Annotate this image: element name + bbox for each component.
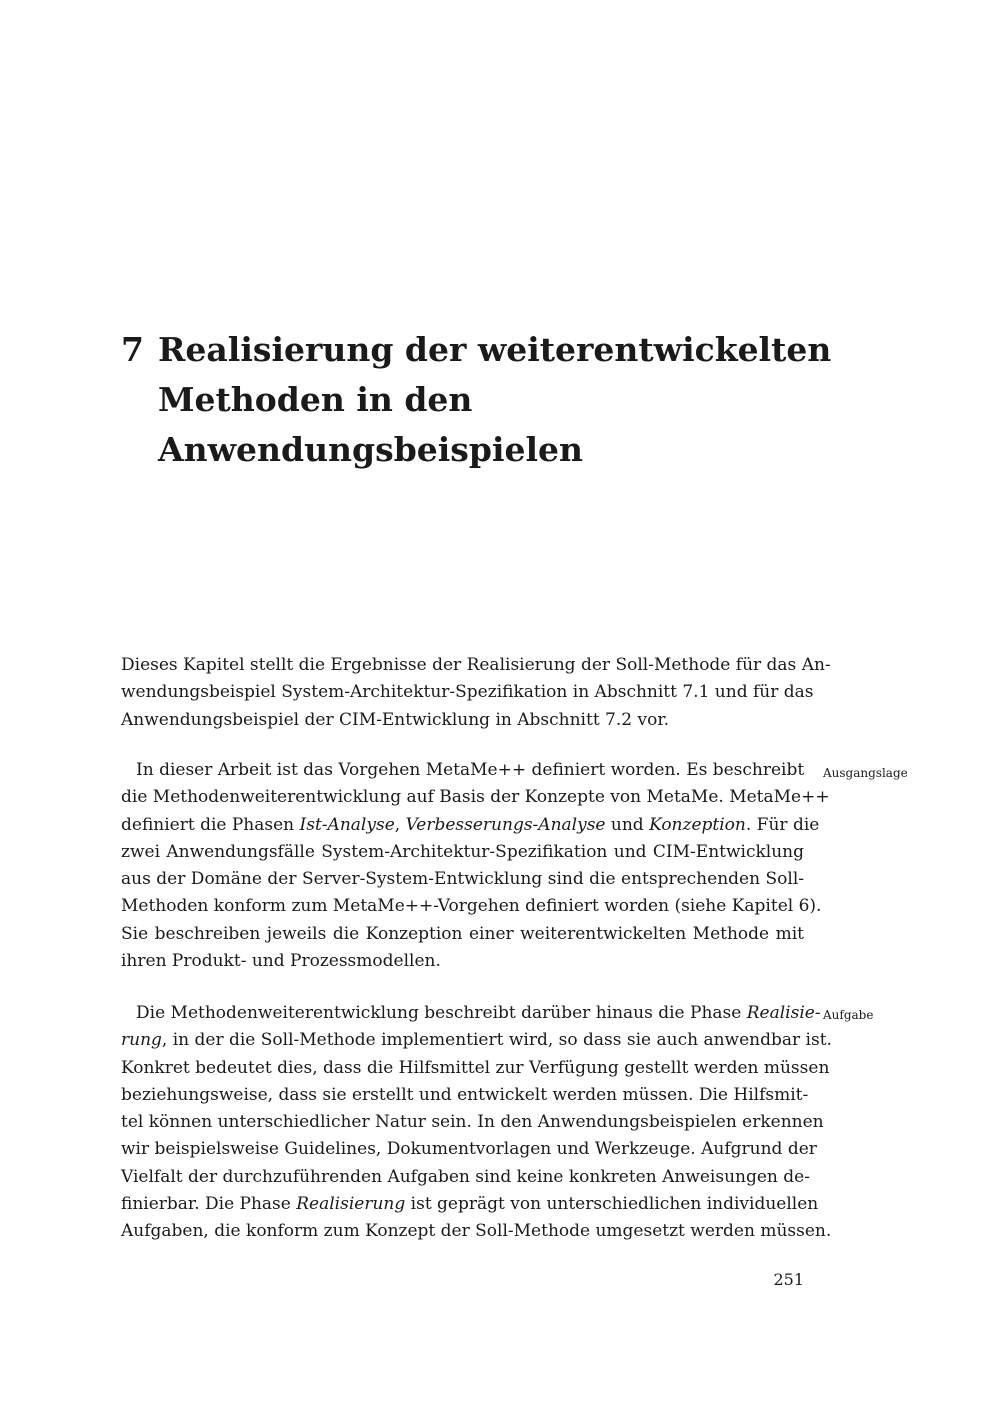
text-line: In dieser Arbeit ist das Vorgehen MetaMe++ definiert worden. Es beschreibt xyxy=(136,760,805,780)
text-line: Dieses Kapitel stellt die Ergebnisse der Realisierung der Soll-Methode für das An- xyxy=(121,655,831,675)
text-line: ihren Produkt- und Prozessmodellen. xyxy=(121,951,441,972)
text-line: tel können unterschiedlicher Natur sein. In den Anwendungsbeispielen erkennen xyxy=(121,1112,824,1133)
chapter-title-line: Methoden in den xyxy=(158,380,473,419)
italic-term: Realisierung xyxy=(296,1194,406,1215)
text-line-with-terms xyxy=(121,1191,819,1218)
text-line-with-terms xyxy=(121,1027,832,1054)
text-line: Konkret bedeutet dies, dass die Hilfsmittel zur Verfügung gestellt werden müssen xyxy=(121,1057,830,1078)
margin-note-aufgabe: Aufgabe xyxy=(823,1008,874,1022)
italic-term: Realisie- xyxy=(746,1003,821,1023)
text-line: aus der Domäne der Server-System-Entwicklung sind die entsprechenden Soll- xyxy=(121,869,804,890)
text-line-with-terms xyxy=(121,812,820,839)
text-fragment: und xyxy=(605,814,650,835)
chapter-number: 7 xyxy=(121,330,144,369)
text-line: Vielfalt der durchzuführenden Aufgaben sind keine konkreten Anweisungen de- xyxy=(121,1166,810,1187)
text-fragment: definiert die Phasen xyxy=(121,814,300,835)
text-fragment: ist geprägt von unterschiedlichen individuellen xyxy=(405,1194,819,1215)
chapter-title-line: Anwendungsbeispielen xyxy=(158,430,584,469)
text-line: wendungsbeispiel System-Architektur-Spezifikation in Abschnitt 7.1 und für das xyxy=(121,682,814,703)
italic-term: Verbesserungs-Analyse xyxy=(405,814,606,835)
chapter-title xyxy=(158,325,831,475)
text-fragment: , in der die Soll-Methode implementiert wird, so dass sie auch anwendbar ist. xyxy=(161,1030,832,1051)
italic-term: Konzeption xyxy=(649,814,746,835)
page-number: 251 xyxy=(773,1270,804,1289)
text-line: Aufgaben, die konform zum Konzept der Soll-Methode umgesetzt werden müssen. xyxy=(121,1221,832,1242)
chapter-title-line: Realisierung der weiterentwickelten xyxy=(158,330,832,369)
text-line: die Methodenweiterentwicklung auf Basis der Konzepte von MetaMe. MetaMe++ xyxy=(121,787,830,808)
margin-note-ausgangslage: Ausgangslage xyxy=(823,766,908,780)
italic-term: Ist-Analyse xyxy=(299,814,395,835)
text-line: zwei Anwendungsfälle System-Architektur-Spezifikation und CIM-Entwicklung xyxy=(121,841,804,862)
text-line: Sie beschreiben jeweils die Konzeption einer weiterentwickelten Methode mit xyxy=(121,923,804,944)
italic-term: rung xyxy=(121,1030,162,1051)
text-fragment: Die Methodenweiterentwicklung beschreibt darüber hinaus die Phase xyxy=(136,1003,747,1023)
text-line: Methoden konform zum MetaMe++-Vorgehen definiert worden (siehe Kapitel 6). xyxy=(121,896,822,917)
text-line: wir beispielsweise Guidelines, Dokumentvorlagen und Werkzeuge. Aufgrund der xyxy=(121,1139,817,1160)
text-line-with-terms xyxy=(121,1000,821,1027)
text-fragment: finierbar. Die Phase xyxy=(121,1194,297,1215)
paragraph-ausgangslage xyxy=(121,757,830,975)
paragraph-aufgabe xyxy=(121,1000,832,1246)
chapter-heading xyxy=(121,325,832,475)
intro-paragraph xyxy=(121,652,831,734)
text-line: beziehungsweise, dass sie erstellt und entwickelt werden müssen. Die Hilfsmit- xyxy=(121,1084,809,1105)
text-line: Anwendungsbeispiel der CIM-Entwicklung in Abschnitt 7.2 vor. xyxy=(121,709,670,730)
text-fragment: , xyxy=(394,814,406,835)
text-fragment: . Für die xyxy=(745,814,820,835)
